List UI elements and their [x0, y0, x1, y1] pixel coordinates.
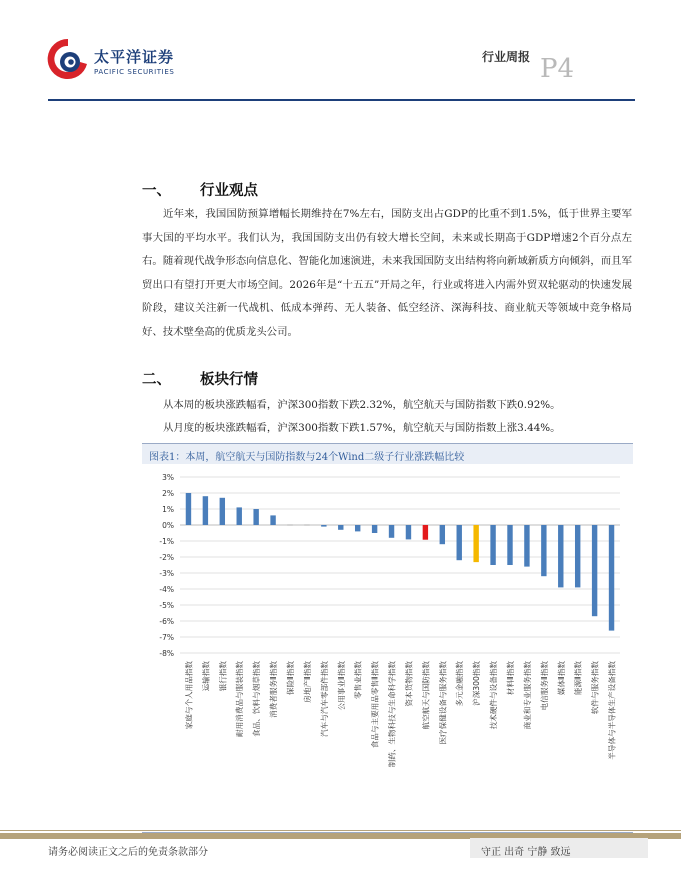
- x-tick-label: 制药、生物科技与生命科学指数: [387, 661, 397, 768]
- section1-heading: [142, 179, 258, 200]
- y-tick-label: -6%: [159, 617, 174, 626]
- bar-14: [423, 525, 428, 540]
- y-tick-label: -3%: [159, 569, 174, 578]
- y-tick-label: -7%: [159, 633, 174, 642]
- x-tick-label: 运输指数: [201, 661, 211, 692]
- bar-6: [287, 525, 292, 526]
- bar-1: [203, 496, 208, 525]
- y-tick-label: 1%: [162, 505, 174, 514]
- bar-21: [541, 525, 546, 576]
- section1-title: 行业观点: [200, 182, 258, 199]
- x-tick-label: 航空航天与国防指数: [421, 661, 431, 730]
- x-tick-label: 商业和专业服务指数: [522, 661, 532, 730]
- x-tick-label: 保险Ⅱ指数: [286, 661, 295, 696]
- x-tick-label: 多元金融指数: [455, 661, 465, 707]
- section1-number: 一、: [142, 182, 171, 199]
- bar-2: [220, 498, 225, 525]
- bar-8: [321, 525, 326, 527]
- bar-9: [338, 525, 343, 530]
- y-tick-label: -1%: [159, 537, 174, 546]
- section2-title: 板块行情: [200, 371, 258, 388]
- x-tick-label: 能源Ⅱ指数: [573, 661, 583, 696]
- sector-performance-chart: [142, 466, 633, 828]
- report-type: 行业周报: [482, 50, 531, 64]
- bar-11: [372, 525, 377, 533]
- company-name: 太平洋证券: [94, 48, 175, 66]
- bar-16: [457, 525, 462, 560]
- header-divider: [48, 99, 635, 101]
- company-name-en: PACIFIC SECURITIES: [94, 68, 175, 76]
- bar-25: [609, 525, 614, 631]
- x-tick-label: 消费者服务Ⅱ指数: [269, 661, 279, 718]
- section2-heading: [142, 368, 258, 389]
- x-tick-label: 软件与服务指数: [590, 661, 600, 715]
- bar-24: [592, 525, 597, 616]
- monthly-summary: 从月度的板块涨跌幅看，沪深300指数下跌1.57%，航空航天与国防指数上涨3.44%。: [163, 422, 561, 434]
- bar-20: [524, 525, 529, 567]
- section2-number: 二、: [142, 371, 171, 388]
- x-tick-label: 汽车与汽车零部件指数: [319, 661, 329, 737]
- bar-12: [389, 525, 394, 538]
- bar-5: [270, 515, 275, 525]
- bar-13: [406, 525, 411, 539]
- company-logo: [46, 36, 90, 82]
- x-tick-label: 银行指数: [218, 661, 228, 692]
- bar-4: [253, 509, 258, 525]
- y-tick-label: -5%: [159, 601, 174, 610]
- bar-19: [507, 525, 512, 565]
- bar-23: [575, 525, 580, 587]
- x-tick-label: 沪深300指数: [472, 661, 482, 706]
- bar-17: [473, 525, 478, 562]
- bar-22: [558, 525, 563, 587]
- x-tick-label: 食品、饮料与烟草指数: [252, 661, 262, 737]
- bar-15: [440, 525, 445, 544]
- bar-18: [490, 525, 495, 565]
- x-tick-label: 公用事业Ⅱ指数: [336, 661, 346, 711]
- section1-paragraph: 近年来，我国国防预算增幅长期维持在7%左右，国防支出占GDP的比重不到1.5%，低于世界主要军事大国的平均水平。我们认为，我国国防支出仍有较大增长空间，未来或长期高于GDP增速2个百分点左右。随着现代战争形态向信息化、智能化加速演进，未来我国国防支出结构将向新域新质方向倾斜，而且军贸出口有望打开更大市场空间。2026年是“十五五”开局之年，行业或将进入内需外贸双轮驱动的快速发展阶段，建议关注新一代战机、低成本弹药、无人装备、低空经济、深海科技、商业航天等领域中竞争格局好、技术壁垒高的优质龙头公司。: [142, 208, 632, 338]
- weekly-summary: 从本周的板块涨跌幅看，沪深300指数下跌2.32%，航空航天与国防指数下跌0.92%。: [163, 399, 561, 411]
- bar-10: [355, 525, 360, 531]
- figure-title: 图表1：本周，航空航天与国防指数与24个Wind二级子行业涨跌幅比较: [149, 452, 465, 463]
- footer-motto: 守正 出奇 宁静 致远: [481, 847, 571, 858]
- logo-mark-icon: [46, 36, 90, 82]
- x-tick-label: 耐用消费品与服装指数: [235, 661, 245, 737]
- y-tick-label: -4%: [159, 585, 174, 594]
- footer-rule: [0, 830, 681, 831]
- x-tick-label: 电信服务Ⅱ指数: [539, 661, 549, 711]
- x-tick-label: 材料Ⅱ指数: [506, 661, 515, 696]
- x-tick-label: 食品与主要用品零售Ⅱ指数: [370, 661, 380, 749]
- x-tick-label: 医疗保健设备与服务指数: [438, 661, 448, 745]
- page-number: P4: [540, 54, 575, 84]
- y-tick-label: 3%: [162, 473, 174, 482]
- x-tick-label: 技术硬件与设备指数: [489, 661, 499, 730]
- bar-7: [304, 525, 309, 526]
- x-tick-label: 家庭与个人用品指数: [184, 661, 194, 730]
- x-tick-label: 媒体Ⅱ指数: [556, 661, 566, 696]
- y-tick-label: -2%: [159, 553, 174, 562]
- x-tick-label: 半导体与半导体生产设备指数: [607, 661, 617, 760]
- bar-0: [186, 493, 191, 525]
- y-tick-label: 0%: [162, 521, 174, 530]
- bar-3: [237, 507, 242, 525]
- y-tick-label: -8%: [159, 649, 174, 658]
- x-tick-label: 零售业指数: [353, 661, 363, 699]
- x-tick-label: 资本货物指数: [404, 661, 414, 707]
- x-tick-label: 房地产Ⅱ指数: [302, 661, 312, 703]
- y-tick-label: 2%: [162, 489, 174, 498]
- footer-disclaimer: 请务必阅读正文之后的免责条款部分: [48, 847, 208, 858]
